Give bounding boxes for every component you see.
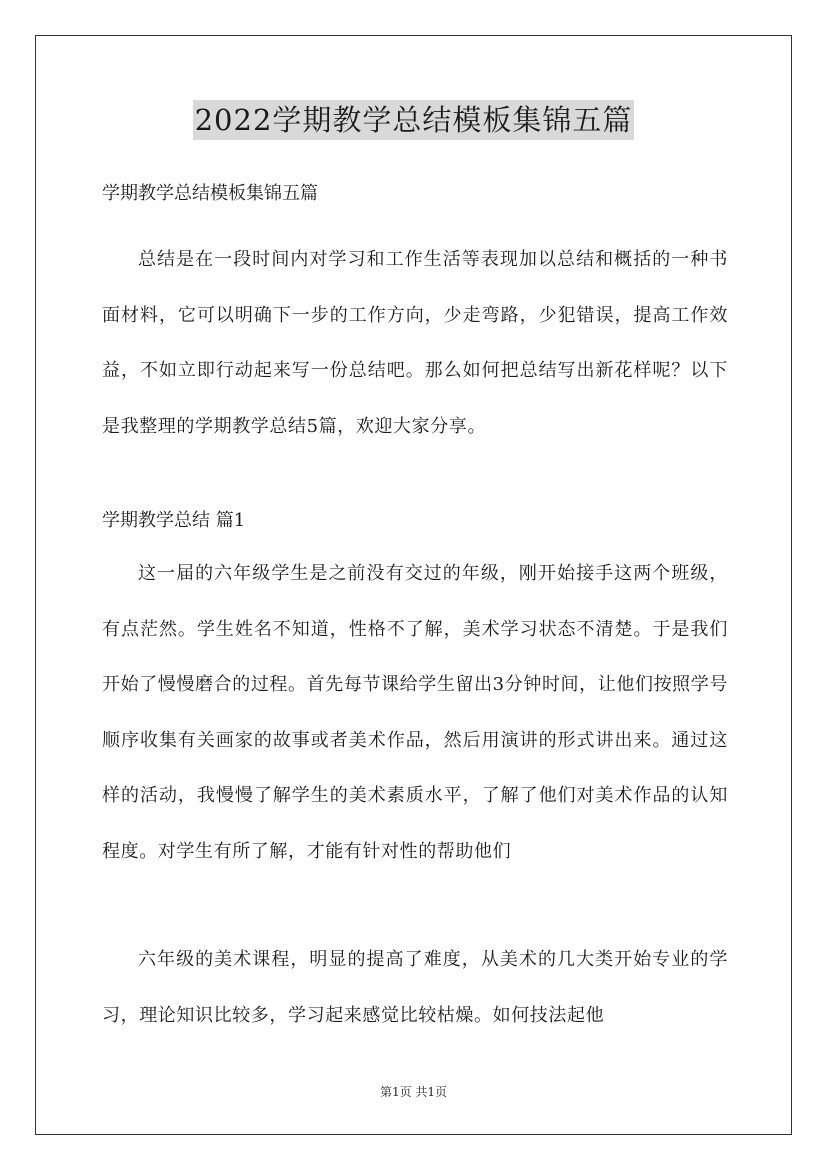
- intro-paragraph: 总结是在一段时间内对学习和工作生活等表现加以总结和概括的一种书面材料，它可以明确下一步的工作方向，少走弯路，少犯错误，提高工作效益，不如立即行动起来写一份总结吧。那么如何把总结写出新花样呢？以下是我整理的学期教学总结5篇，欢迎大家分享。: [102, 249, 728, 437]
- page-number-footer: 第1页 共1页: [379, 1085, 448, 1099]
- body-paragraph-1: 这一届的六年级学生是之前没有交过的年级，刚开始接手这两个班级，有点茫然。学生姓名不知道，性格不了解，美术学习状态不清楚。于是我们开始了慢慢磨合的过程。首先每节课给学生留出3分钟时间，让他们按照学号顺序收集有关画家的故事或者美术作品，然后用演讲的形式讲出来。通过这样的活动，我慢慢了解学生的美术素质水平，了解了他们对美术作品的认知程度。对学生有所了解，才能有针对性的帮助他们: [102, 563, 728, 862]
- document-subtitle: 学期教学总结模板集锦五篇: [102, 183, 318, 204]
- body-paragraph-2: 六年级的美术课程，明显的提高了难度，从美术的几大类开始专业的学习，理论知识比较多，学习起来感觉比较枯燥。如何技法起他: [102, 949, 728, 1026]
- section-heading: 学期教学总结 篇1: [102, 510, 246, 531]
- document-title-text: 2022学期教学总结模板集锦五篇: [193, 100, 635, 140]
- document-title: [0, 100, 827, 140]
